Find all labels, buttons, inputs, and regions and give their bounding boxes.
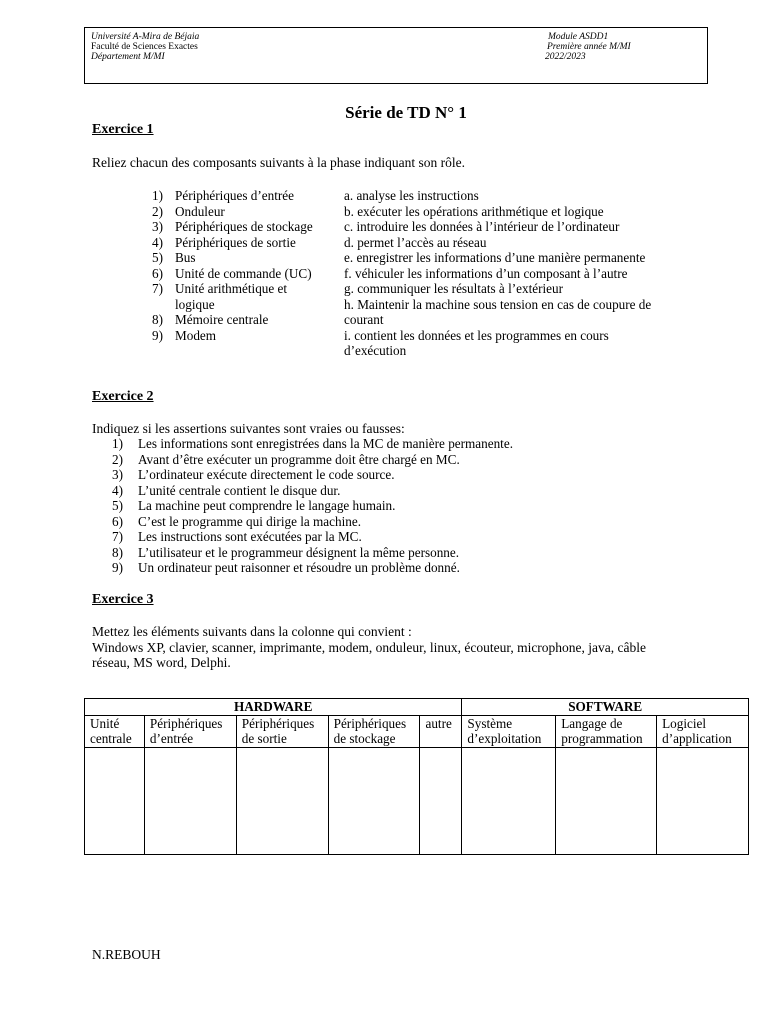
answer-cell (657, 747, 749, 854)
exercise-3-instruction: Mettez les éléments suivants dans la colonne qui convient : (92, 624, 412, 639)
list-item: 1) Périphériques d’entrée (152, 188, 295, 203)
faculty-name: Faculté de Sciences Exactes (91, 42, 198, 52)
list-item: 3) L’ordinateur exécute directement le code source. (112, 467, 395, 482)
list-item: a. analyse les instructions (344, 188, 479, 203)
list-item: 5) Bus (152, 250, 196, 265)
list-item: 5) La machine peut comprendre le langage humain. (112, 498, 396, 513)
header-left (91, 32, 199, 62)
list-item: 2) Onduleur (152, 203, 225, 219)
list-item: 4) Périphériques de sortie (152, 234, 296, 250)
list-item: e. enregistrer les informations d’une manière permanente (344, 250, 646, 265)
list-item: 2) Avant d’être exécuter un programme doit être chargé en MC. (112, 451, 460, 467)
hardware-header: HARDWARE (85, 699, 462, 716)
list-item: 1) Les informations sont enregistrées dans la MC de manière permanente. (112, 436, 513, 451)
answer-cell (420, 747, 462, 854)
column-header: Langage de programmation (556, 715, 657, 747)
list-item: c. introduire les données à l’intérieur de l’ordinateur (344, 219, 620, 234)
answer-cell (236, 747, 328, 854)
list-item: 9) Un ordinateur peut raisonner et résoudre un problème donné. (112, 560, 460, 575)
list-item: 3) Périphériques de stockage (152, 219, 313, 234)
column-header: Périphériques de stockage (328, 715, 420, 747)
assertions-list (112, 436, 513, 576)
list-item: courant (344, 312, 384, 327)
list-item: d. permet l’accès au réseau (344, 234, 487, 250)
list-item: 8) Mémoire centrale (152, 312, 269, 327)
department-name: Département M/MI (91, 52, 165, 62)
list-item: i. contient les données et les programmes en cours (344, 327, 609, 343)
answer-cell (462, 747, 556, 854)
exercise-3-heading: Exercice 3 (92, 592, 154, 607)
column-header: Système d’exploitation (462, 715, 556, 747)
list-item: logique (175, 296, 215, 312)
column-header: Périphériques de sortie (236, 715, 328, 747)
answer-cell (328, 747, 420, 854)
roles-list (344, 188, 651, 359)
answer-cell (85, 747, 145, 854)
column-header: autre (420, 715, 462, 747)
exercise-2-instruction: Indiquez si les assertions suivantes sont vraies ou fausses: (92, 421, 405, 436)
list-item: b. exécuter les opérations arithmétique et logique (344, 203, 604, 219)
elements-list-line-1: Windows XP, clavier, scanner, imprimante, modem, onduleur, linux, écouteur, microphone, java, câble (92, 640, 647, 655)
list-item: f. véhiculer les informations d’un composant à l’autre (344, 265, 628, 281)
column-header: Périphériques d’entrée (144, 715, 236, 747)
author-name: N.REBOUH (92, 947, 161, 962)
list-item: 7) Les instructions sont exécutées par la MC. (112, 529, 362, 544)
list-item: 8) L’utilisateur et le programmeur désignent la même personne. (112, 544, 460, 560)
elements-list-line-2: réseau, MS word, Delphi. (92, 655, 231, 670)
components-list (152, 188, 313, 343)
header-box (84, 27, 708, 84)
list-item: 9) Modem (152, 327, 217, 343)
page-title: Série de TD N° 1 (345, 103, 467, 122)
list-item: 4) L’unité centrale contient le disque dur. (112, 482, 341, 498)
exercise-2-heading: Exercice 2 (92, 389, 154, 404)
academic-year: 2022/2023 (545, 52, 586, 62)
year-level: Première année M/MI (547, 42, 631, 52)
exercise-1-heading: Exercice 1 (92, 122, 154, 137)
column-header: Unité centrale (85, 715, 145, 747)
answer-cell (556, 747, 657, 854)
list-item: d’exécution (344, 343, 407, 358)
list-item: 6) Unité de commande (UC) (152, 265, 312, 281)
list-item: g. communiquer les résultats à l’extérieur (344, 281, 563, 296)
header-right (545, 32, 631, 62)
answer-cell (144, 747, 236, 854)
university-name: Université A-Mira de Béjaia (91, 32, 200, 42)
list-item: 7) Unité arithmétique et (152, 281, 288, 296)
software-header: SOFTWARE (462, 699, 749, 716)
classification-table (84, 698, 749, 855)
exercise-1-instruction: Reliez chacun des composants suivants à la phase indiquant son rôle. (92, 155, 466, 170)
list-item: 6) C’est le programme qui dirige la machine. (112, 513, 362, 529)
module-name: Module ASDD1 (548, 32, 609, 42)
list-item: h. Maintenir la machine sous tension en cas de coupure de (344, 296, 652, 312)
column-header: Logiciel d’application (657, 715, 749, 747)
